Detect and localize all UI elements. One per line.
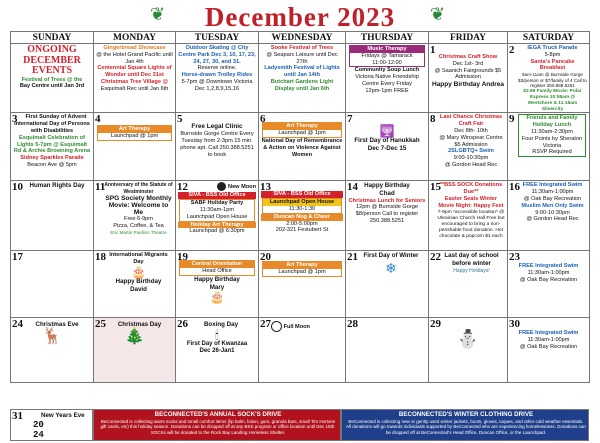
day-cell: 30 FREE Integrated Swim 11:30am-1:00pm @ Oak Bay Recreation	[508, 318, 590, 383]
event-box: Art Therapy Launchpad @ 1pm	[97, 125, 172, 141]
day-cell: 13 SIVA - BSS Old Office Launchpad Open House 11:30-1:30 Duncan Nog & Cheer 2:00-5:00pm 202-321 Festubert St	[259, 181, 346, 251]
day-number: 20	[260, 251, 271, 264]
day-number: 7	[347, 113, 353, 126]
day-number: 22	[430, 251, 441, 264]
day-cell: 27 Full Moon	[259, 318, 346, 383]
event-box: Central Orientation Head Office	[179, 260, 255, 276]
day-cell: 3 First Sunday of Advent International Day of Persons with Disabilities Esquimalt Celebration of Lights 5-7pm @ Esquimalt Rd & Archie Browning Arena Sidney Sparkles Parade Beacon Ave @ 5pm	[11, 113, 94, 181]
day-cell: 15 **BSS SOCK Donations Due** Easter Seals Winter Movie Night: Happy Feet 7-9pm *accessible location* @ Ukrainian Church Hall Free but encouraged to bring a non-perishable food donation. Hot chocolate & popcorn $1 each	[429, 181, 508, 251]
day-number: 15	[430, 181, 441, 194]
day-number: 25	[95, 318, 106, 331]
day-cell: 1 Christmas Craft Show Dec 1st- 3rd @ Saanich Fairgrounds $5 Admission Happy Birthday Andrea	[429, 44, 508, 113]
day-header-saturday: SATURDAY	[508, 32, 590, 44]
day-cell: 22 Last day of school before winter Happy Holidays!	[429, 251, 508, 318]
day-header-sunday: SUNDAY	[11, 32, 94, 44]
day-cell: 21 First Day of Winter ❄	[346, 251, 429, 318]
new-year-graphic: 20 24	[33, 420, 44, 440]
day-cell: 2 IEGA Truck Parade 5-8pm Santa's Pancake Breakfast 9am-11am @ Burnside Gorge $3/person or $7/family of 4 Call to register 250.888.5251 $2.99 Family Movie: Polar Express 10:55am @ Westshore & 11:15am Silvercity	[508, 44, 590, 113]
day-cell: 11 Anniversary of the Statute of Westminster SPG Society Monthly Movie: Welcome to Me Free 6-9pm Pizza, Coffee, & Tea Eric Martin Pavilion Theatre	[94, 181, 176, 251]
day-header-thursday: THURSDAY	[346, 32, 429, 44]
christmas-ornament-icon: 🎄	[124, 327, 145, 345]
day-cell: 23 FREE Integrated Swim 11:30am-1:00pm @ Oak Bay Recreation	[508, 251, 590, 318]
day-cell: 19 Central Orientation Head Office Happy Birthday Mary 🎂	[176, 251, 259, 318]
day-number: 13	[260, 181, 271, 194]
day-cell	[94, 113, 176, 181]
birthday-cake-icon: 🎂	[131, 265, 146, 280]
day-cell: 7 🕎 First Day of Hanukkah Dec 7-Dec 15	[346, 113, 429, 181]
day-cell: 18 International Migrants Day 🎂 Happy Birthday David	[94, 251, 176, 318]
day-number: 10	[12, 181, 23, 194]
day-number: 18	[95, 251, 106, 264]
day-number: 9	[509, 113, 515, 126]
day-header-monday: MONDAY	[94, 32, 176, 44]
day-cell: 10 Human Rights Day	[11, 181, 94, 251]
day-number: 12	[177, 181, 188, 194]
day-cell: 12 New Moon SIVA - BSS Old Office SABF Holiday Party 11:30am-1pm Launchpad Open House Holiday Art Therapy Launchpad @ 6:30pm	[176, 181, 259, 251]
day-number: 28	[347, 318, 358, 331]
ongoing-events-cell: Outdoor Skating @ City Centre Park Dec 3, 10, 17, 23, 24, 27, 30, and 31. Reserve online. Horse-drawn Trolley Rides 5-7pm @ Downtown Victoria Dec 1,2,8,9,15,16	[176, 44, 259, 113]
day-number: 1	[430, 44, 436, 56]
day-number: 3	[12, 113, 18, 126]
day-number: 2	[509, 44, 515, 56]
ongoing-events-cell: Sooke Festival of Trees @ Seaparc Leisure until Dec 27th Ladysmith Festival of Lights until Jan 14th Butchart Gardens Light Display until Jan 6th	[259, 44, 346, 113]
day-number: 26	[177, 318, 188, 331]
snowflake-icon: ❄	[385, 259, 397, 276]
day-cell: 25 Christmas Day 🎄	[94, 318, 176, 383]
day-number: 27	[260, 318, 271, 331]
day-cell	[11, 251, 94, 318]
day-number: 31	[12, 410, 23, 422]
sock-drive-banner: BECONNECTED'S ANNUAL SOCK'S DRIVE BeConnected is collecting warm socks and small comfort items (lip balm, lotion, gum, granola bars, small Tim Hortons gift cards, etc) this holiday season. Donations can be dropped off at any BSS program or office location until Dec 15th. SOCKs will be donated to the Rock Bay Landing Homeless Shelter.	[93, 409, 341, 441]
event-box: Art Therapy Launchpad @ 1pm	[262, 122, 342, 138]
day-number: 24	[12, 318, 23, 331]
day-number: 11	[95, 181, 106, 194]
day-cell	[508, 113, 590, 181]
event-box: SABF Holiday Party 11:30am-1pm Launchpad Open House	[179, 199, 255, 221]
day-number: 30	[509, 318, 520, 331]
day-cell: 14 Happy Birthday Chad Christmas Lunch for Seniors 12pm @ Burnside Gorge $8/person Call to register 250.388.5251	[346, 181, 429, 251]
day-cell: 26 Boxing Day 🕯 First Day of Kwanzaa Dec 26-Jan1	[176, 318, 259, 383]
day-number: 29	[430, 318, 441, 331]
day-number: 17	[12, 251, 23, 264]
event-box: Friends and Family Holiday Lunch 11:30am-2:30pm Four Points by Sheraton Victoria RSVP Required	[518, 114, 586, 157]
day-number: 8	[430, 113, 436, 126]
day-cell: 31 New Years Eve 20 24	[10, 409, 93, 441]
day-cell: 16 FREE Integrated Swim 11:30am-1:00pm @ Oak Bay Recreation Muslim Men Only Swim 9:00-10:30pm @ Gordon Head Rec	[508, 181, 590, 251]
event-box: Music Therapy Fridays @ Tamarack 11:00-12:00	[349, 45, 425, 67]
ongoing-events-cell: Gingerbread Showcase @ the Hotel Grand Pacific until Jan 4th Centennial Square Lights of Wonder until Dec 31st Christmas Tree Village @ Esquimalt Rec until Jan 6th	[94, 44, 176, 113]
page-title: December 2023	[204, 2, 396, 32]
clothing-drive-banner: BECONNECTED'S WINTER CLOTHING DRIVE BeConnected is collecting new or gently used winter jackets, boots, gloves, toques, and other cold weather essentials. All donations will go towards individuals supported by BeConnected who are experiencing homelessness. Donations can be dropped off at BeConnected's Head Office, Duncan Office, or the Launchpad.	[341, 409, 589, 441]
kwanzaa-icon: 🕯	[215, 327, 219, 342]
new-moon-icon	[217, 182, 226, 191]
day-header-tuesday: TUESDAY	[176, 32, 259, 44]
day-number: 16	[509, 181, 520, 194]
event-box: Art Therapy Launchpad @ 1pm	[262, 261, 342, 277]
day-cell: 5 Free Legal Clinic Burnside Gorge Centre Every Tuesday from 2-3pm 15 min. phone apt. Call 250.388.5251 to book	[176, 113, 259, 181]
day-cell: 24 Christmas Eve 🦌	[11, 318, 94, 383]
day-number: 4	[95, 113, 101, 126]
day-number: 19	[177, 251, 188, 264]
day-cell	[259, 251, 346, 318]
ongoing-events-cell: Music Therapy Fridays @ Tamarack 11:00-12:00 Community Soup Lunch Victoria Native Friendship Centre Every Friday 12pm-1pm FREE	[346, 44, 429, 113]
day-cell	[346, 318, 429, 383]
day-header-friday: FRIDAY	[429, 32, 508, 44]
day-number: 23	[509, 251, 520, 264]
full-moon-icon	[271, 321, 282, 332]
menorah-icon: 🕎	[379, 124, 395, 139]
event-box: Launchpad Open House 11:30-1:30	[262, 198, 342, 214]
day-header-wednesday: WEDNESDAY	[259, 32, 346, 44]
day-cell: 8 Last Chance Christmas Craft Fair Dec 8th- 10th @ Mary Winspear Centre $5 Admission 2SLGBTQ+ Swim 9:00-10:30pm @ Gordon Head Rec	[429, 113, 508, 181]
birthday-cake-icon: 🎂	[209, 290, 225, 305]
day-number: 6	[260, 113, 266, 126]
day-number: 21	[347, 251, 358, 264]
day-cell	[429, 318, 508, 383]
holly-icon: ❦	[150, 4, 166, 24]
calendar-grid	[10, 31, 590, 383]
snowman-icon: ⛄	[456, 329, 480, 350]
holly-icon: ❦	[430, 4, 446, 24]
day-number: 5	[177, 113, 183, 126]
ongoing-events-cell: ONGOING DECEMBER EVENTS Festival of Trees @ the Bay Centre until Jan 3rd	[11, 44, 94, 113]
day-number: 14	[347, 181, 358, 194]
reindeer-icon: 🦌	[42, 327, 62, 345]
day-cell: 6 Art Therapy Launchpad @ 1pm National Day of Remembrance & Action on Violence Against Women	[259, 113, 346, 181]
